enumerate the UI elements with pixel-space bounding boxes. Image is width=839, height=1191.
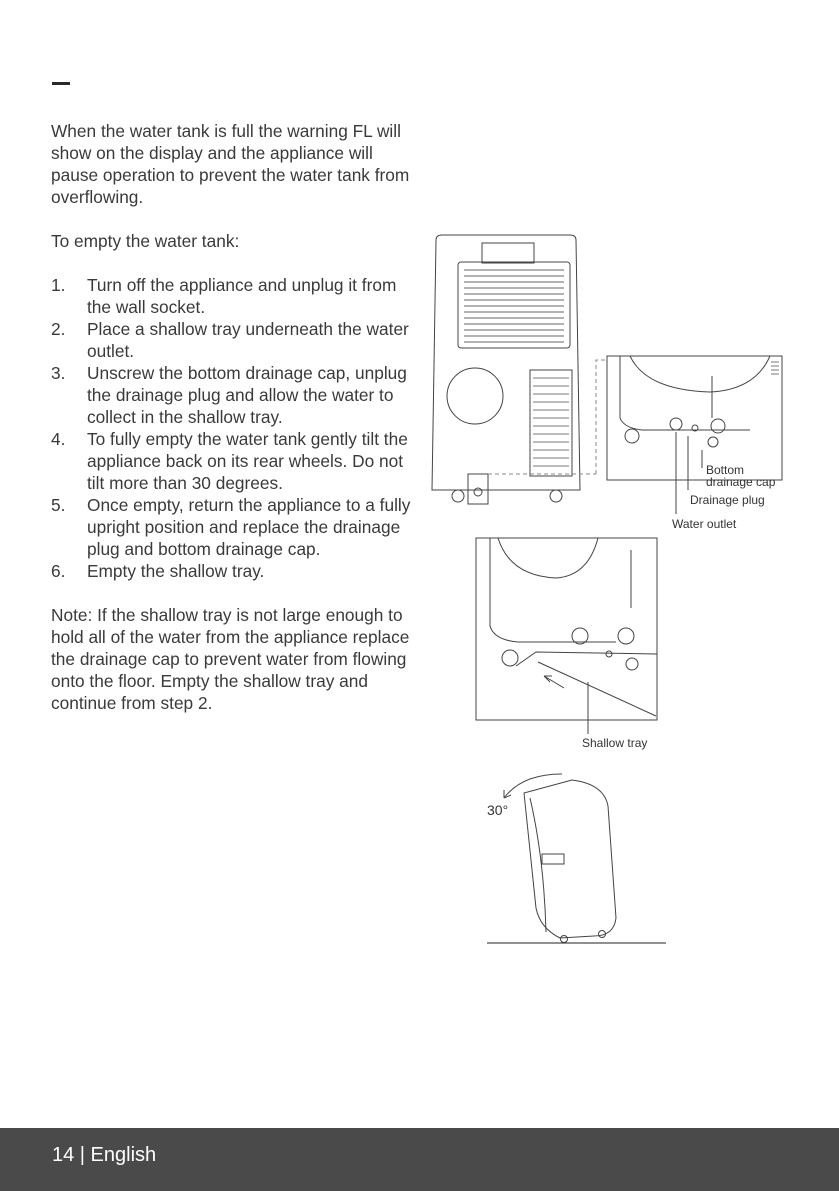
step-text: Empty the shallow tray.: [87, 561, 265, 581]
tilt-angle-label: 30°: [487, 802, 509, 818]
wheel-icon: [625, 429, 639, 443]
appliance-rear-figure: [420, 230, 790, 540]
inset-vent-lines: [771, 362, 779, 374]
tray-panel-curve: [498, 538, 598, 578]
wheel-icon: [452, 490, 464, 502]
label-bottom-cap-1: Bottom: [706, 463, 745, 477]
tilted-appliance-body: [524, 780, 616, 938]
step-text: Place a shallow tray underneath the water outlet.: [87, 319, 409, 361]
step-item: [51, 560, 413, 582]
shallow-tray-figure: [476, 538, 666, 758]
step-item: [51, 428, 413, 494]
wheel-icon: [711, 419, 725, 433]
step-number: 1.: [51, 275, 66, 295]
step-item: [51, 362, 413, 428]
step-text: Unscrew the bottom drainage cap, unplug the drainage plug and allow the water to collect in the shallow tray.: [87, 363, 407, 427]
grille-slats: [464, 270, 564, 342]
drainage-plug-icon: [606, 651, 612, 657]
tilted-handle: [542, 854, 564, 864]
water-outlet-icon: [670, 418, 682, 430]
step-item: [51, 274, 413, 318]
step-text: To fully empty the water tank gently tilt the appliance back on its rear wheels. Do not tilt more than 30 degrees.: [87, 429, 408, 493]
label-bottom-cap-2: drainage cap: [706, 475, 776, 489]
step-text: Once empty, return the appliance to a fully upright position and replace the drainage plug and bottom drainage cap.: [87, 495, 411, 559]
water-outlet-detail: [474, 488, 482, 496]
step-number: 4.: [51, 429, 66, 449]
appliance-body: [432, 235, 580, 490]
inset-panel-curve: [630, 356, 770, 392]
subheading: To empty the water tank:: [51, 231, 240, 251]
steps-list: [51, 274, 413, 582]
step-number: 5.: [51, 495, 66, 515]
label-shallow-tray: Shallow tray: [582, 736, 648, 750]
step-text: Turn off the appliance and unplug it from the wall socket.: [87, 275, 397, 317]
footer-bar: [0, 1128, 839, 1191]
handle-slot: [482, 243, 534, 263]
label-water-outlet: Water outlet: [672, 517, 737, 531]
step-number: 6.: [51, 561, 66, 581]
section-dash: [52, 82, 70, 85]
detail-connector: [488, 360, 606, 474]
inset-body-edge: [620, 356, 750, 430]
tilt-arc: [504, 774, 562, 798]
direction-arrow: [544, 676, 564, 688]
tray-edge: [538, 662, 656, 716]
label-drainage-plug: Drainage plug: [690, 493, 765, 507]
wheel-icon: [550, 490, 562, 502]
wheel-icon: [618, 628, 634, 644]
detail-inset: [607, 356, 782, 480]
wheel-icon: [502, 650, 518, 666]
outlet-highlight-box: [468, 474, 488, 504]
filter-slats: [533, 378, 569, 466]
drainage-cap-icon: [626, 658, 638, 670]
instructions-column: [51, 120, 413, 714]
tilted-appliance-side: [530, 798, 546, 932]
step-number: 2.: [51, 319, 66, 339]
step-item: [51, 318, 413, 362]
step-item: [51, 494, 413, 560]
note-paragraph: Note: If the shallow tray is not large enough to hold all of the water from the appliance replace the drainage cap to prevent water from flowing onto the floor. Empty the shallow tray and continue from step 2.: [51, 605, 410, 713]
wheel-icon: [561, 936, 568, 943]
step-number: 3.: [51, 363, 66, 383]
air-grille: [458, 262, 570, 348]
tilt-figure: [484, 768, 674, 953]
footer-page-label: 14 | English: [52, 1144, 157, 1166]
exhaust-port: [447, 368, 503, 424]
intro-paragraph: When the water tank is full the warning FL will show on the display and the appliance will pause operation to prevent the water tank from overflowing.: [51, 121, 410, 207]
drainage-cap-icon: [708, 437, 718, 447]
tray-body-edge: [490, 538, 616, 642]
